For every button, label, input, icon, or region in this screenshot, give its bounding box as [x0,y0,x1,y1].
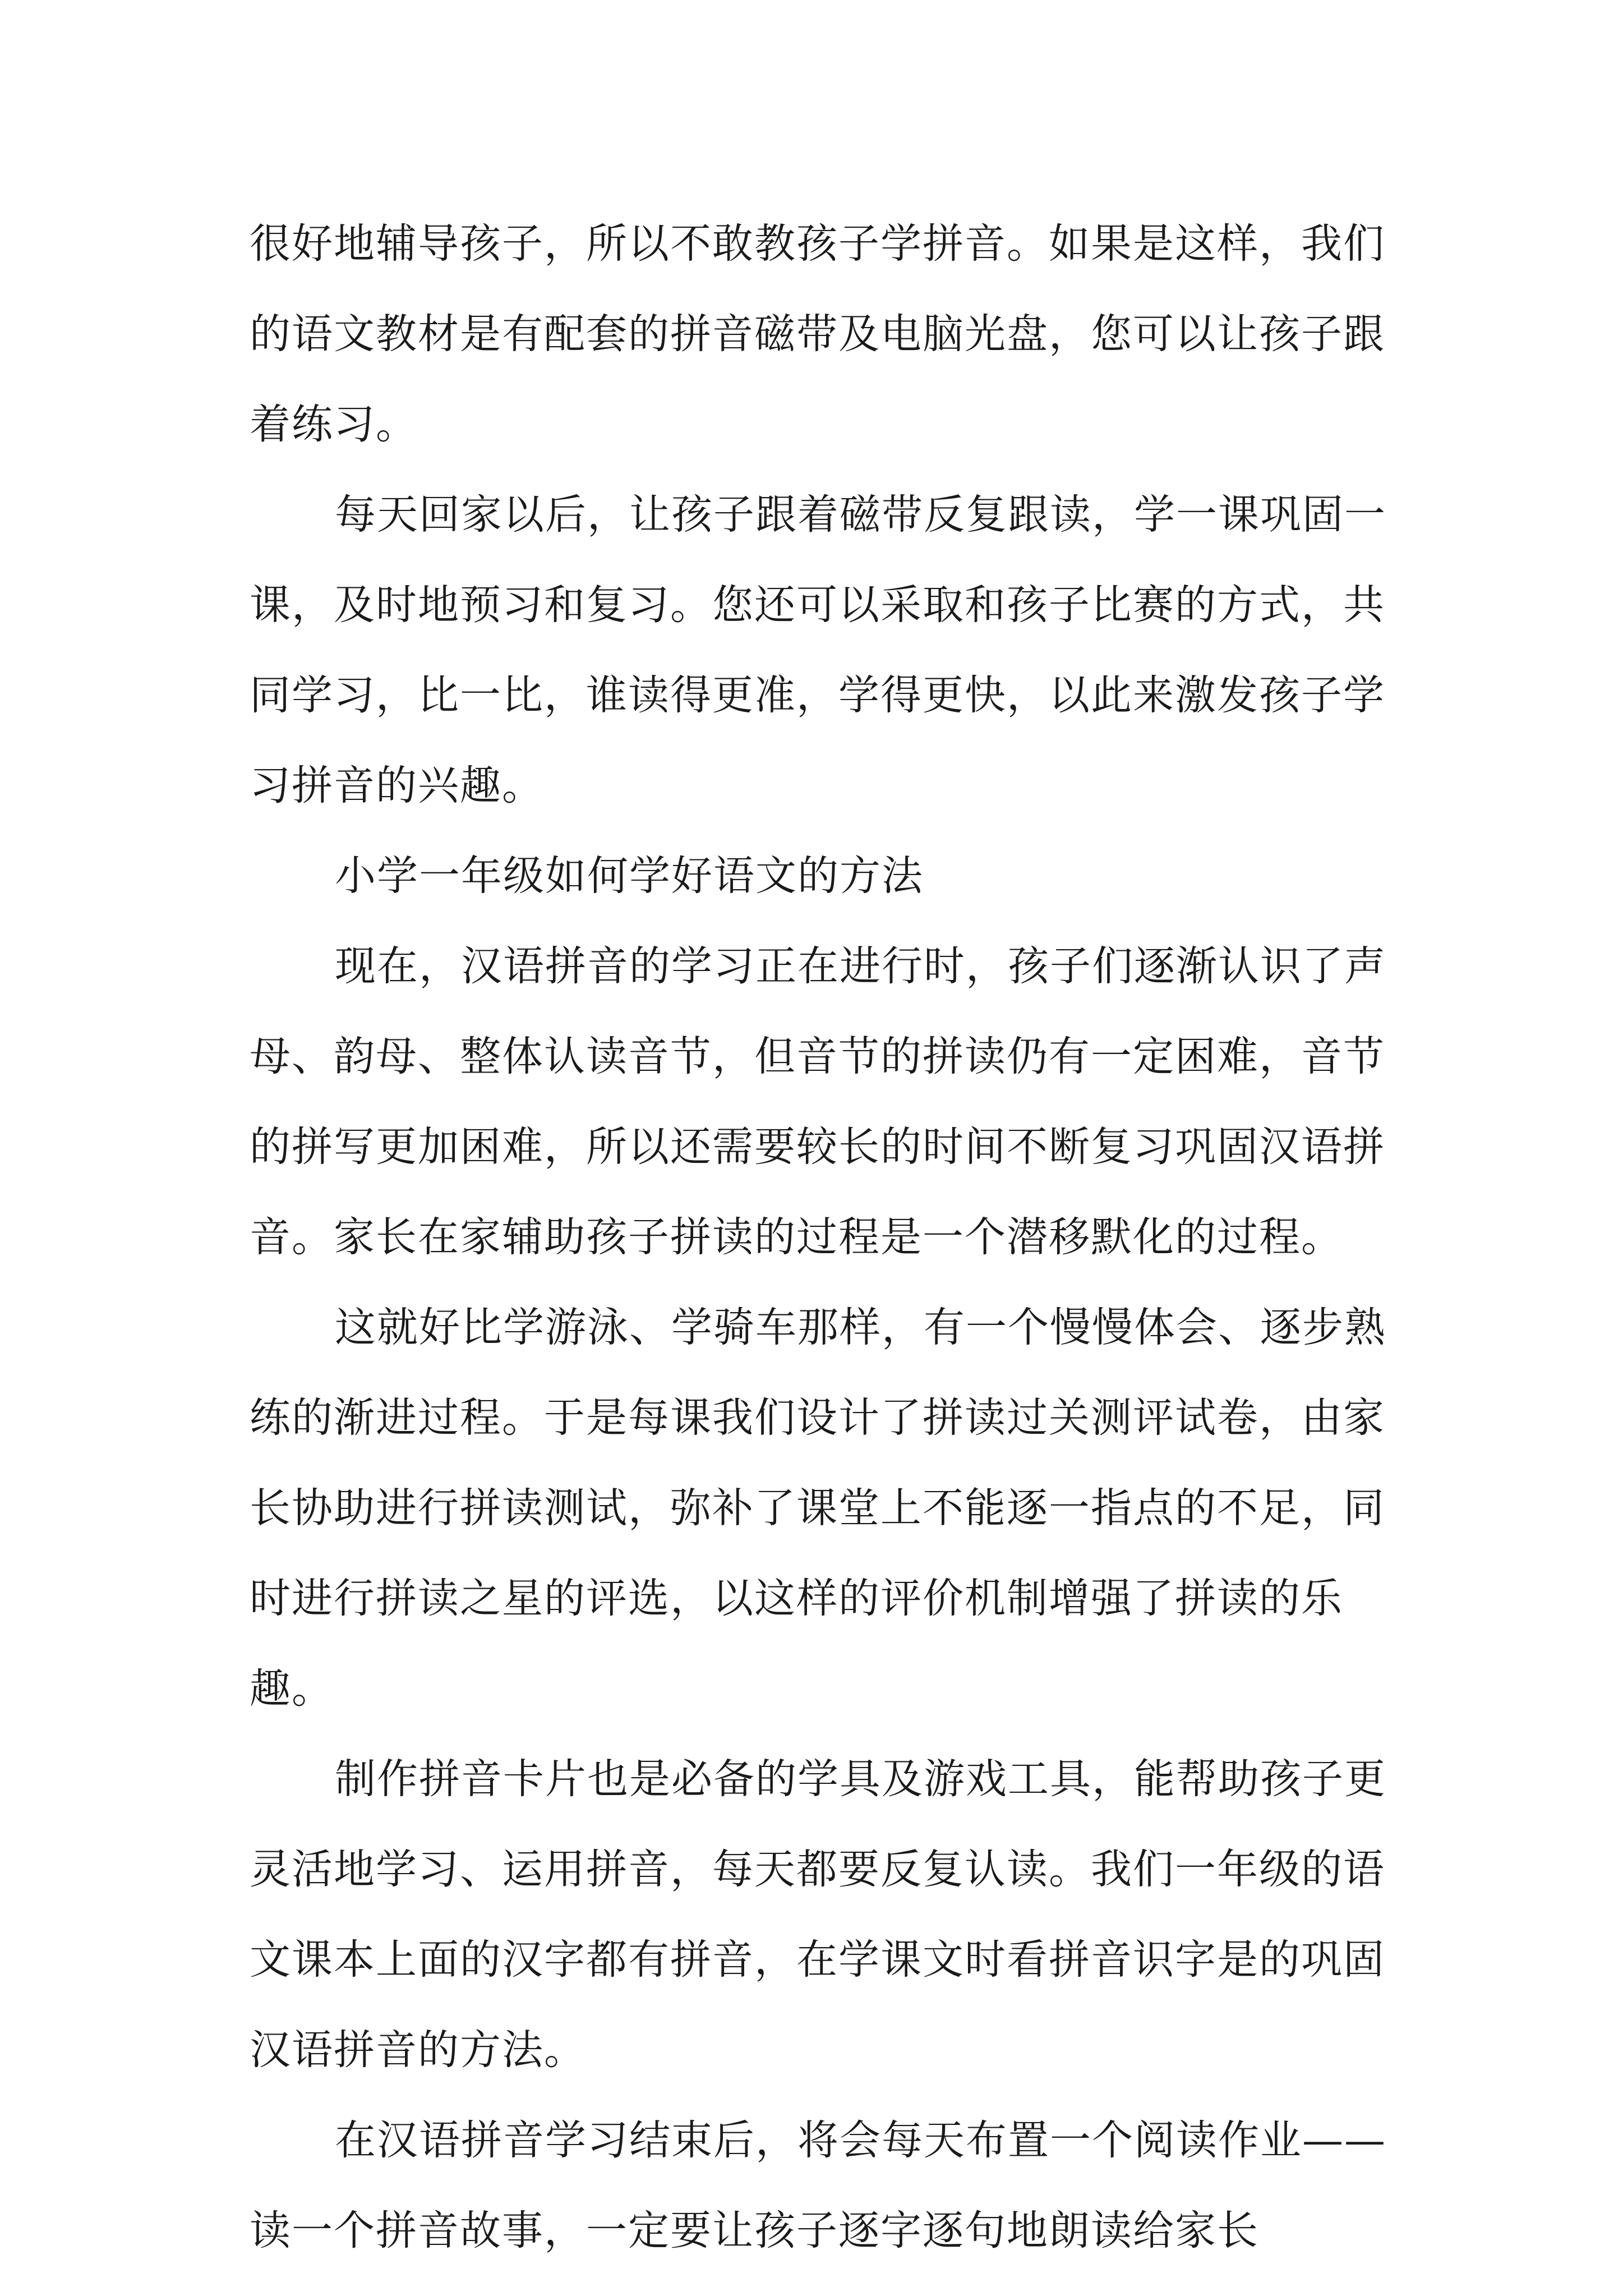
paragraph: 这就好比学游泳、学骑车那样，有一个慢慢体会、逐步熟练的渐进过程。于是每课我们设计了拼读过关测评试卷，由家长协助进行拼读测试，弥补了课堂上不能逐一指点的不足，同时进行拼读之星的评选，以这样的评价机制增强了拼读的乐趣。 [250,1304,1386,1713]
paragraph: 制作拼音卡片也是必备的学具及游戏工具，能帮助孩子更灵活地学习、运用拼音，每天都要反复认读。我们一年级的语文课本上面的汉字都有拼音，在学课文时看拼音识字是的巩固汉语拼音的方法。 [250,1755,1386,2074]
paragraph: 现在，汉语拼音的学习正在进行时，孩子们逐渐认识了声母、韵母、整体认读音节，但音节的拼读仍有一定困难，音节的拼写更加困难，所以还需要较长的时间不断复习巩固汉语拼音。家长在家辅助孩子拼读的过程是一个潜移默化的过程。 [250,942,1386,1261]
paragraph: 很好地辅导孩子，所以不敢教孩子学拼音。如果是这样，我们的语文教材是有配套的拼音磁带及电脑光盘，您可以让孩子跟着练习。 [250,220,1385,448]
paragraph: 每天回家以后，让孩子跟着磁带反复跟读，学一课巩固一课，及时地预习和复习。您还可以采取和孩子比赛的方式，共同学习，比一比，谁读得更准，学得更快，以此来激发孩子学习拼音的兴趣。 [250,491,1386,809]
paragraph: 在汉语拼音学习结束后，将会每天布置一个阅读作业——读一个拼音故事，一定要让孩子逐字逐句地朗读给家长 [250,2116,1386,2254]
section-heading: 小学一年级如何学好语文的方法 [335,852,924,900]
body-text [250,199,1399,2276]
